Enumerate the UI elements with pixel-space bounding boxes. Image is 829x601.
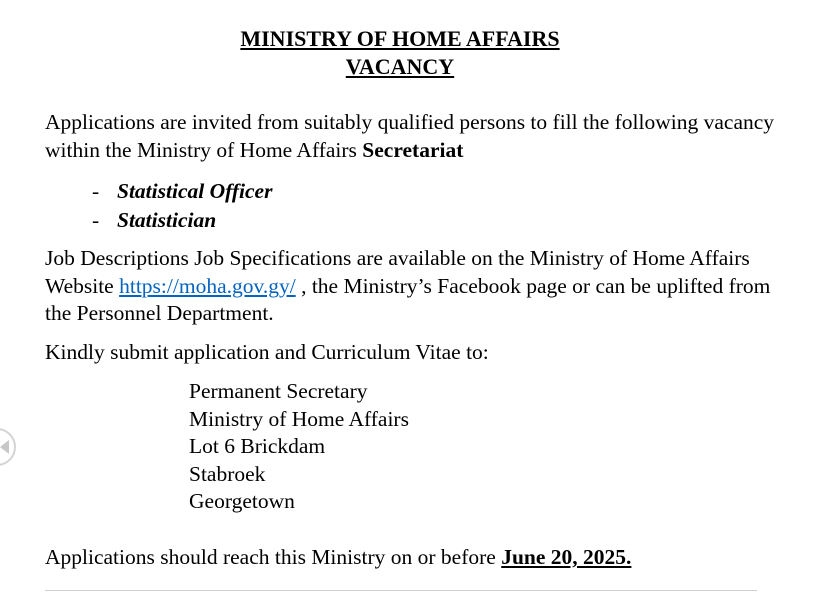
intro-text: Applications are invited from suitably qualified persons to fill the following vacancy within the Ministry of Home Affairs <box>45 110 775 162</box>
address-line: Georgetown <box>189 489 295 514</box>
list-item <box>92 177 272 206</box>
intro-department: Secretariat <box>362 137 464 162</box>
list-item <box>92 206 272 235</box>
horizontal-divider <box>45 590 757 591</box>
positions-list <box>92 177 272 235</box>
document-title: MINISTRY OF HOME AFFAIRS <box>240 26 560 51</box>
website-link[interactable]: https://moha.gov.gy/ <box>119 273 296 298</box>
bullet-dash: - <box>92 208 100 232</box>
address-block <box>189 378 409 516</box>
previous-page-icon <box>0 440 9 454</box>
document-subtitle: VACANCY <box>345 54 455 79</box>
job-description-paragraph <box>45 245 785 328</box>
bullet-dash: - <box>92 179 100 203</box>
position-title: Statistical Officer <box>117 179 273 203</box>
address-line: Ministry of Home Affairs <box>189 406 409 431</box>
job-description-text: Job Descriptions Job Specifications are available on the Ministry of Home Affairs Website <box>45 246 750 298</box>
address-line: Lot 6 Brickdam <box>189 434 326 459</box>
deadline-text: Applications should reach this Ministry on or before <box>45 545 502 569</box>
job-description-text-end: , the Ministry’s Facebook page or can be uplifted from the Personnel Department. <box>45 273 771 325</box>
submit-instruction: Kindly submit application and Curriculum Vitae to: <box>45 340 489 364</box>
deadline-date: June 20, 2025. <box>501 545 632 569</box>
address-line: Stabroek <box>189 461 266 486</box>
deadline-paragraph <box>45 544 785 572</box>
intro-paragraph <box>45 109 785 164</box>
position-title: Statistician <box>117 208 217 232</box>
address-line: Permanent Secretary <box>189 379 368 403</box>
previous-page-button[interactable] <box>0 428 16 466</box>
